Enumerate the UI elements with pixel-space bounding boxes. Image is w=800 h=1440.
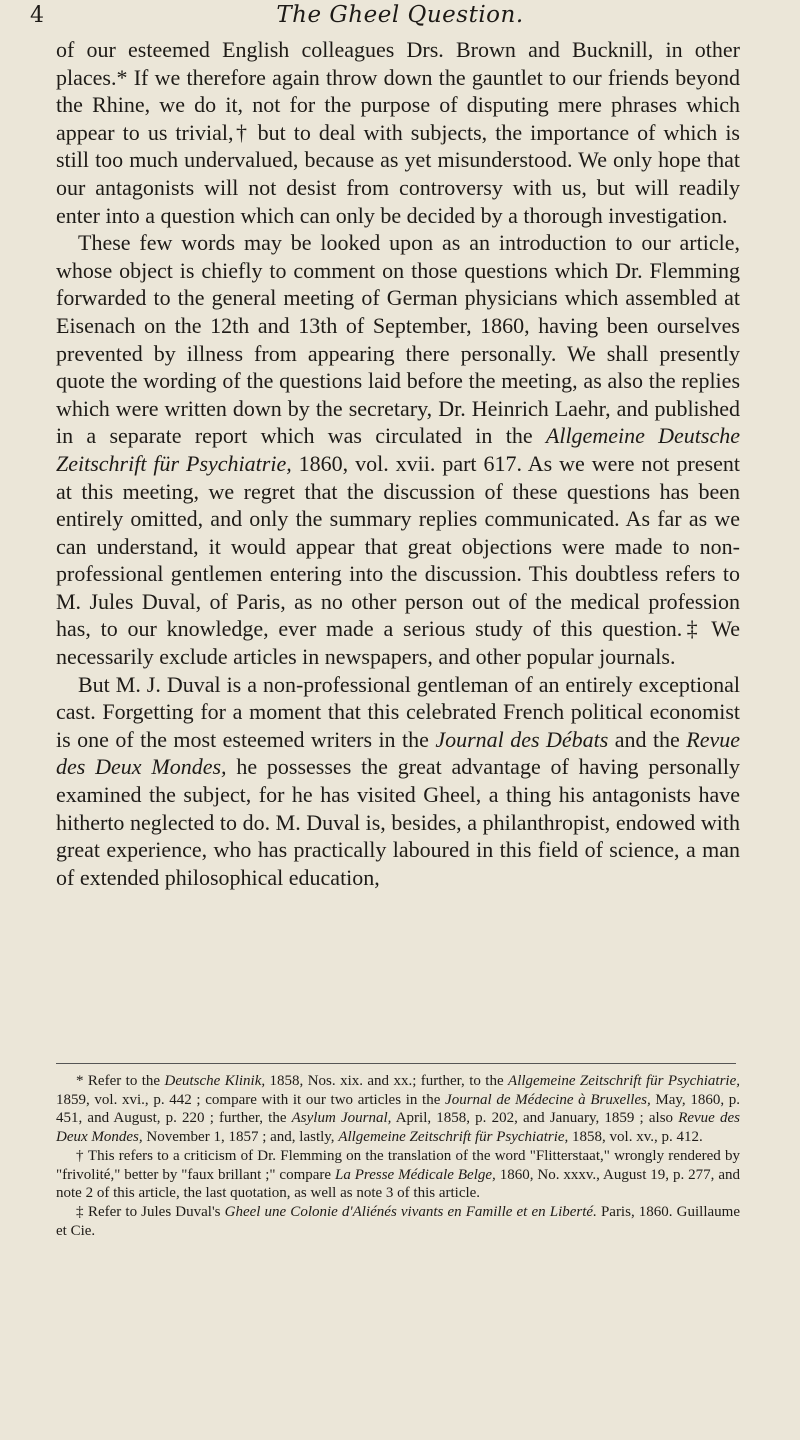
journal-title: Journal des Débats [435, 726, 609, 752]
paragraph-1: of our esteemed English colleagues Drs. Brown and Bucknill, in other places.* If we therefore again throw down the gauntlet to our friends beyond the Rhine, we do it, not for the purpose of disputing mere phrases which appear to us trivial,† but to deal with subjects, the importance of which is still too much undervalued, because as yet misunderstood. We only hope that our antagonists will not desist from controversy with us, but will readily enter into a question which can only be decided by a thorough investigation. [56, 37, 740, 228]
paragraph-2: These few words may be looked upon as an introduction to our article, whose object is chiefly to comment on those questions which Dr. Flemming forwarded to the general meeting of German physicians which assembled at Eisenach on the 12th and 13th of September, 1860, having been ourselves prevented by illness from appearing there personally. We shall presently quote the wording of the questions laid before the meeting, as also the replies which were written down by the secretary, Dr. Heinrich Laehr, and published in a separate report which was circulated in the Allgemeine Deutsche Zeitschrift für Psychiatrie, 1860, vol. xvii. part 617. As we were not present at this meeting, we regret that the discussion of these questions has been entirely omitted, and only the summary replies communicated. As far as we can understand, it would appear that great objections were made to non-professional gentlemen entering into the discussion. This doubtless refers to M. Jules Duval, of Paris, as no other person out of the medical profession has, to our knowledge, ever made a serious study of this question.‡ We necessarily exclude articles in newspapers, and other popular journals. [56, 230, 741, 670]
journal-title: Allgemeine Deutsche Zeitschrift für Psychiatrie, [56, 423, 741, 476]
paragraph-3: But M. J. Duval is a non-professional gentleman of an entirely exceptional cast. Forgetting for a moment that this celebrated French political economist is one of the most esteemed writers in the Journal des Débats and the Revue des Deux Mondes, he possesses the great advantage of having personally examined the subject, for he has visited Gheel, a thing his antagonists have hitherto neglected to do. M. Duval is, besides, a philanthropist, endowed with great experience, who has practically laboured in this field of science, a man of extended philosophical education, [56, 671, 740, 890]
footnote-1: * Refer to the Deutsche Klinik, 1858, Nos. xix. and xx.; further, to the Allgemeine Zeitschrift für Psychiatrie, 1859, vol. xvi., p. 442 ; compare with it our two articles in the Journal de Médecine à Bruxelles, May, 1860, p. 451, and August, p. 220 ; further, the Asylum Journal, April, 1858, p. 202, and January, 1859 ; also Revue des Deux Mondes, November 1, 1857 ; and, lastly, Allgemeine Zeitschrift für Psychiatrie, 1858, vol. xv., p. 412. [56, 1073, 740, 1146]
footnote-3: ‡ Refer to Jules Duval's Gheel une Colonie d'Aliénés vivants en Famille et en Liberté. Paris, 1860. Guillaume et Cie. [56, 1203, 740, 1239]
page-header [30, 2, 770, 32]
footnote-2: † This refers to a criticism of Dr. Flemming on the translation of the word "Flitterstaat," wrongly rendered by "frivolité," better by "faux brillant ;" compare La Presse Médicale Belge, 1860, No. xxxv., August 19, p. 277, and note 2 of this article, the last quotation, as well as note 3 of this article. [56, 1147, 741, 1202]
footnotes [56, 1072, 740, 1240]
footnote-divider [56, 1063, 736, 1064]
main-text [56, 36, 740, 891]
page-number: 4 [30, 3, 44, 28]
running-title: The Gheel Question. [276, 2, 524, 28]
journal-title: Revue des Deux Mondes, [56, 726, 740, 780]
